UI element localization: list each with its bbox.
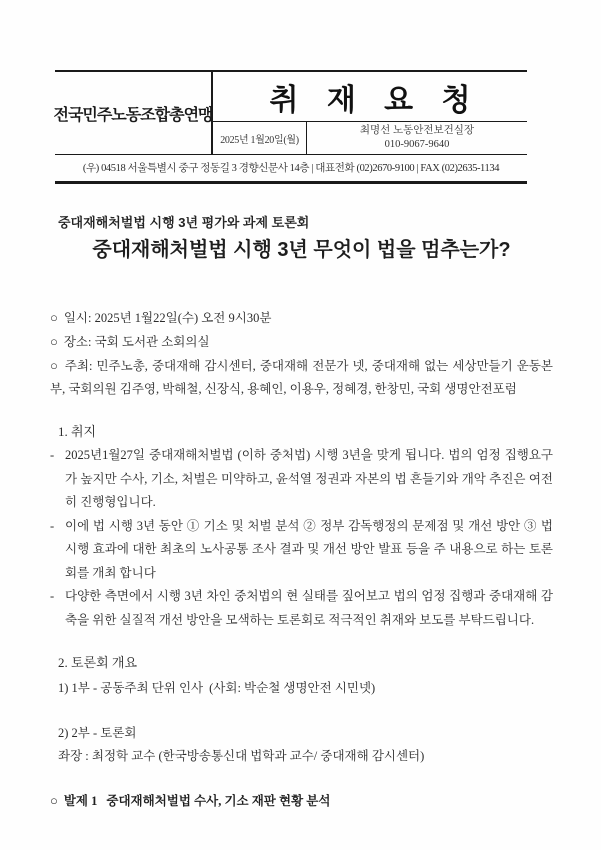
event-info-list [50, 306, 553, 401]
circle-bullet: ○ [50, 334, 58, 349]
doc-type-title: 취 재 요 청 [269, 83, 481, 117]
section2-heading: 2. 토론회 개요 [58, 655, 138, 670]
letterhead [55, 70, 527, 184]
circle-bullet: ○ [50, 310, 58, 325]
circle-bullet: ○ [50, 358, 59, 373]
event-main-title: 중대재해처벌법 시행 3년 무엇이 법을 멈추는가? [92, 239, 511, 261]
section1-heading: 1. 취지 [58, 424, 97, 439]
event-info-date: ○ 일시: 2025년 1월22일(수) 오전 9시30분 [50, 310, 272, 325]
agenda-part1-host: (사회: 박순철 생명안전 시민넷) [209, 681, 376, 695]
event-info-venue: ○ 장소: 국회 도서관 소회의실 [50, 334, 210, 349]
agenda-part2: 2) 2부 - 토론회 [58, 726, 137, 740]
contact-phone: 010-9067-9640 [384, 139, 450, 150]
contact-name-title: 최명선 노동안전보건실장 [359, 125, 475, 136]
document-body [50, 214, 553, 813]
doc-date: 2025년 1월20일(월) [213, 122, 307, 154]
presentation1-label: 발제 1 [63, 794, 98, 808]
purpose-paragraph: - 다양한 측면에서 시행 3년 차인 중처법의 현 실태를 짚어보고 법의 엄정 집행과 중대재해 감축을 위한 실질적 개선 방안을 모색하는 토론회로 적극적인 취재와 보도를 부탁드립니다. [50, 585, 553, 632]
purpose-paragraph: - 이에 법 시행 3년 동안 ① 기소 및 처벌 분석 ② 정부 감독행정의 문제점 및 개선 방안 ③ 법 시행 효과에 대한 최초의 노사공통 조사 결과 및 개선 방안 발표 등을 주 내용으로 하는 토론회를 개최 합니다 [50, 515, 553, 586]
letterhead-sub-row [213, 121, 527, 154]
org-name: 전국민주노동조합총연맹 [55, 72, 213, 154]
event-subtitle: 중대재해처벌법 시행 3년 평가와 과제 토론회 [58, 215, 310, 230]
letterhead-main-row [55, 72, 527, 154]
agenda-part1: 1) 1부 - 공동주최 단위 인사 (사회: 박순철 생명안전 시민넷) [58, 681, 376, 695]
section1-paragraphs [50, 444, 553, 632]
presentation1-title: 중대재해처벌법 수사, 기소 재판 현황 분석 [106, 794, 331, 808]
title-block [50, 214, 553, 264]
event-info-hosts: ○ 주최: 민주노총, 중대재해 감시센터, 중대재해 전문가 넷, 중대재해 없는 세상만들기 운동본부, 국회의원 김주영, 박해철, 신장식, 용혜인, 이용우, 정혜경, 한창민, 국회 생명안전포럼 [50, 358, 553, 396]
purpose-paragraph: - 2025년1월27일 중대재해처벌법 (이하 중처법) 시행 3년을 맞게 됩니다. 법의 엄정 집행요구가 높지만 수사, 기소, 처벌은 미약하고, 윤석열 정권과 자본의 법 흔들기와 개악 추진은 여전히 진행형입니다. [50, 444, 553, 515]
dash-bullet: - [50, 518, 55, 533]
letterhead-right [213, 72, 527, 154]
contact-info [307, 122, 527, 154]
org-address: (우) 04518 서울특별시 중구 정동길 3 경향신문사 14층 | 대표전화 (02)2670-9100 | FAX (02)2635-1134 [55, 154, 527, 181]
presentation1-line [50, 789, 553, 813]
dash-bullet: - [50, 589, 55, 603]
dash-bullet: - [50, 448, 55, 462]
circle-bullet: ○ [50, 793, 58, 808]
agenda-chair: 좌장 : 최정학 교수 (한국방송통신대 법학과 교수/ 중대재해 감시센터) [58, 749, 425, 763]
